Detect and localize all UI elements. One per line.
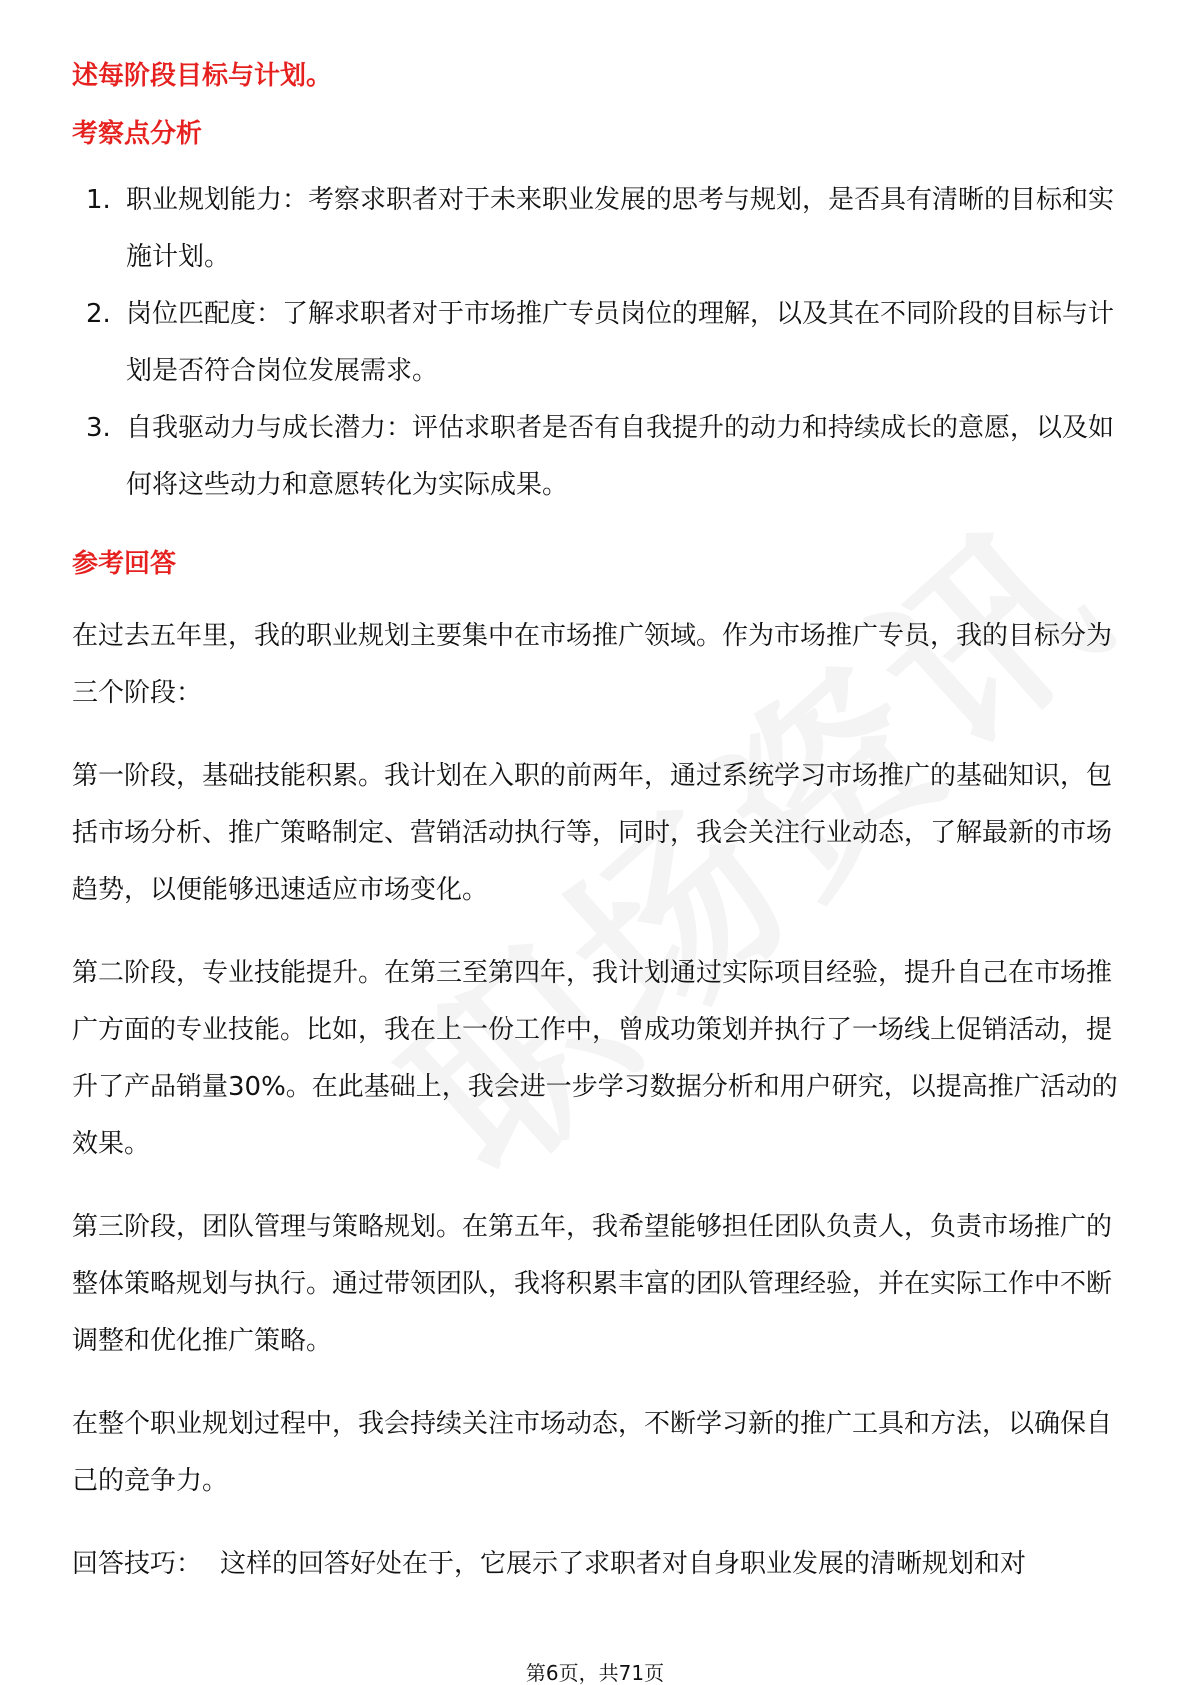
answer-paragraph: 在过去五年里，我的职业规划主要集中在市场推广领域。作为市场推广专员，我的目标分为三个阶段： bbox=[72, 621, 1113, 708]
tip-paragraph bbox=[72, 1536, 1118, 1593]
list-text: 职业规划能力：考察求职者对于未来职业发展的思考与规划，是否具有清晰的目标和实施计划。 bbox=[126, 185, 1115, 272]
list-item bbox=[72, 400, 1118, 514]
analysis-heading: 考察点分析 bbox=[72, 119, 203, 149]
list-text: 自我驱动力与成长潜力：评估求职者是否有自我提升的动力和持续成长的意愿，以及如何将这些动力和意愿转化为实际成果。 bbox=[126, 413, 1115, 500]
page-number: 第6页，共71页 bbox=[525, 1661, 665, 1685]
page-content bbox=[72, 56, 1118, 1593]
answer-paragraph: 第三阶段，团队管理与策略规划。在第五年，我希望能够担任团队负责人，负责市场推广的整体策略规划与执行。通过带领团队，我将积累丰富的团队管理经验，并在实际工作中不断调整和优化推广策略。 bbox=[72, 1212, 1113, 1356]
tip-label: 回答技巧： bbox=[72, 1549, 203, 1579]
list-item bbox=[72, 172, 1118, 286]
list-number: 1. bbox=[86, 185, 111, 215]
answer-paragraph: 在整个职业规划过程中，我会持续关注市场动态，不断学习新的推广工具和方法，以确保自己的竞争力。 bbox=[72, 1409, 1113, 1496]
answer-heading: 参考回答 bbox=[72, 549, 177, 579]
intro-heading: 述每阶段目标与计划。 bbox=[72, 61, 333, 91]
list-text: 岗位匹配度：了解求职者对于市场推广专员岗位的理解，以及其在不同阶段的目标与计划是否符合岗位发展需求。 bbox=[126, 299, 1115, 386]
list-number: 2. bbox=[86, 299, 111, 329]
analysis-list bbox=[72, 172, 1118, 514]
list-item bbox=[72, 286, 1118, 400]
answer-body bbox=[72, 608, 1118, 1593]
answer-paragraph: 第一阶段，基础技能积累。我计划在入职的前两年，通过系统学习市场推广的基础知识，包括市场分析、推广策略制定、营销活动执行等，同时，我会关注行业动态，了解最新的市场趋势，以便能够迅速适应市场变化。 bbox=[72, 761, 1113, 905]
list-number: 3. bbox=[86, 413, 111, 443]
tip-text: 这样的回答好处在于，它展示了求职者对自身职业发展的清晰规划和对 bbox=[220, 1549, 1027, 1579]
answer-paragraph: 第二阶段，专业技能提升。在第三至第四年，我计划通过实际项目经验，提升自己在市场推广方面的专业技能。比如，我在上一份工作中，曾成功策划并执行了一场线上促销活动，提升了产品销量30%。在此基础上，我会进一步学习数据分析和用户研究，以提高推广活动的效果。 bbox=[72, 958, 1118, 1159]
